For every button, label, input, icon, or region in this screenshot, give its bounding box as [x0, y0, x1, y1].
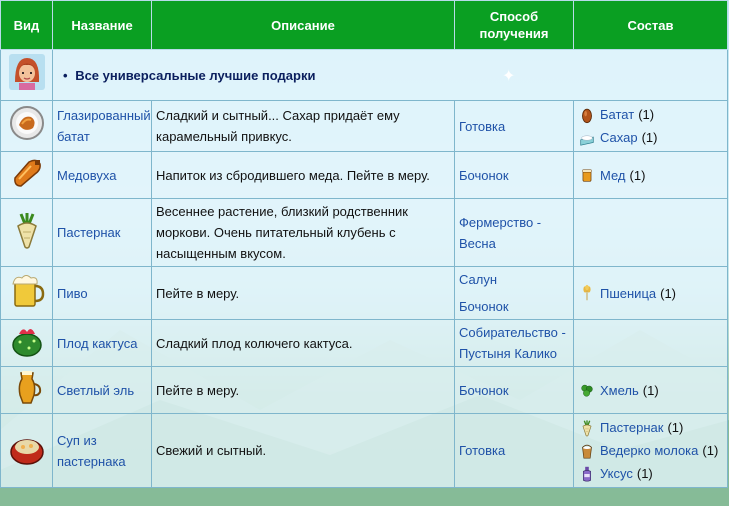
item-icon-cell [1, 320, 53, 367]
vinegar-icon [578, 465, 596, 483]
gift-text-cell [53, 50, 728, 101]
item-row [1, 320, 728, 367]
item-ingredients-cell [574, 152, 728, 199]
ingredient-qty: (1) [636, 466, 653, 481]
gift-text: Все универсальные лучшие подарки [75, 67, 316, 83]
item-description: Сладкий и сытный... Сахар придаёт ему карамельный привкус. [152, 101, 455, 152]
ingredient-qty: (1) [667, 420, 684, 435]
sugar-icon [578, 129, 596, 147]
item-ingredients-cell [574, 199, 728, 267]
item-source-cell [455, 101, 574, 152]
item-description: Весеннее растение, близкий родственник моркови. Очень питательный клубень с насыщенным вкусом. [152, 199, 455, 267]
item-source-cell [455, 367, 574, 414]
item-name-link[interactable]: Пастернак [57, 225, 121, 240]
item-icon-cell [1, 199, 53, 267]
ingredient-item [578, 416, 723, 439]
ingredient-item [578, 164, 723, 187]
item-name-cell [53, 267, 152, 320]
item-ingredients-cell [574, 267, 728, 320]
item-row [1, 367, 728, 414]
item-ingredients-cell [574, 320, 728, 367]
ingredient-link[interactable]: Сахар [600, 130, 638, 145]
mead-icon [7, 152, 47, 192]
ingredient-item [578, 126, 723, 149]
item-icon-cell [1, 101, 53, 152]
item-icon-cell [1, 414, 53, 488]
item-description: Свежий и сытный. [152, 414, 455, 488]
item-source-link[interactable]: Готовка [459, 118, 506, 134]
item-name-link[interactable]: Медовуха [57, 167, 117, 183]
item-source-link[interactable]: Собирательство - Пустыня Калико [459, 325, 566, 361]
ingredient-qty: (1) [660, 285, 677, 301]
ingredient-item [578, 103, 723, 126]
ingredient-link[interactable]: Пшеница [600, 285, 657, 301]
milk-pail-icon [578, 442, 596, 460]
item-source-cell [455, 320, 574, 367]
honey-icon [578, 166, 596, 184]
item-source-link[interactable]: Бочонок [459, 382, 509, 398]
item-name-cell [53, 199, 152, 267]
header-source[interactable]: Способ получения [455, 1, 574, 50]
item-name-link[interactable]: Светлый эль [57, 382, 135, 398]
item-name-cell [53, 367, 152, 414]
parsnip-icon [7, 210, 47, 250]
item-name-cell [53, 414, 152, 488]
parsnip-soup-icon [7, 428, 47, 468]
item-row [1, 101, 728, 152]
header-row [1, 1, 728, 50]
item-row [1, 414, 728, 488]
beer-icon [7, 270, 47, 310]
item-name-link[interactable]: Плод кактуса [57, 335, 138, 351]
item-name-cell [53, 152, 152, 199]
item-description: Пейте в меру. [152, 267, 455, 320]
header-icon[interactable]: Вид [1, 1, 53, 50]
item-source-link[interactable]: Фермерство - Весна [459, 214, 542, 251]
cactus-fruit-icon [7, 320, 47, 360]
item-source-cell [455, 267, 574, 320]
item-source-link[interactable]: Готовка [459, 443, 506, 458]
item-icon-cell [1, 267, 53, 320]
item-source-link[interactable]: Бочонок [459, 167, 509, 183]
ingredient-link[interactable]: Пастернак [600, 420, 664, 435]
ingredient-qty: (1) [638, 107, 655, 122]
item-row [1, 267, 728, 320]
ingredient-link[interactable]: Уксус [600, 466, 633, 481]
item-ingredients-cell [574, 414, 728, 488]
header-name[interactable]: Название [53, 1, 152, 50]
item-source-cell [455, 414, 574, 488]
header-ingredients[interactable]: Состав [574, 1, 728, 50]
ingredient-item [578, 379, 723, 402]
item-name-link[interactable]: Суп из пастернака [57, 432, 126, 469]
item-icon-cell [1, 367, 53, 414]
ingredient-qty: (1) [641, 130, 658, 145]
ingredient-item [578, 282, 723, 305]
hops-icon [578, 381, 596, 399]
item-ingredients-cell [574, 367, 728, 414]
gift-row [1, 50, 728, 101]
ingredient-qty: (1) [629, 167, 646, 183]
item-source-cell [455, 152, 574, 199]
yam-icon [578, 106, 596, 124]
ingredient-item [578, 462, 723, 485]
item-source-link[interactable]: Бочонок [459, 299, 509, 314]
item-name-link[interactable]: Глазированный батат [57, 108, 151, 144]
gift-bullet: • [63, 67, 68, 83]
item-description: Сладкий плод колючего кактуса. [152, 320, 455, 367]
header-description[interactable]: Описание [152, 1, 455, 50]
item-description: Пейте в меру. [152, 367, 455, 414]
glazed-yams-icon [7, 103, 47, 143]
villager-portrait-icon [7, 52, 47, 92]
item-name-cell [53, 101, 152, 152]
item-name-link[interactable]: Пиво [57, 285, 88, 301]
gift-portrait-cell [1, 50, 53, 101]
ingredient-item [578, 439, 723, 462]
sparkle-icon: ✦ [502, 68, 516, 85]
ingredient-qty: (1) [642, 382, 659, 398]
ingredient-qty: (1) [702, 443, 719, 458]
item-icon-cell [1, 152, 53, 199]
ingredient-link[interactable]: Мед [600, 167, 626, 183]
item-name-cell [53, 320, 152, 367]
item-source-link[interactable]: Салун [459, 272, 498, 287]
ingredient-link[interactable]: Батат [600, 107, 635, 122]
parsnip-icon [578, 419, 596, 437]
ingredient-link[interactable]: Ведерко молока [600, 443, 699, 458]
pale-ale-icon [7, 367, 47, 407]
item-ingredients-cell [574, 101, 728, 152]
item-row [1, 199, 728, 267]
item-source-cell [455, 199, 574, 267]
wheat-icon [578, 284, 596, 302]
item-description: Напиток из сбродившего меда. Пейте в меру. [152, 152, 455, 199]
ingredient-link[interactable]: Хмель [600, 382, 639, 398]
item-row [1, 152, 728, 199]
